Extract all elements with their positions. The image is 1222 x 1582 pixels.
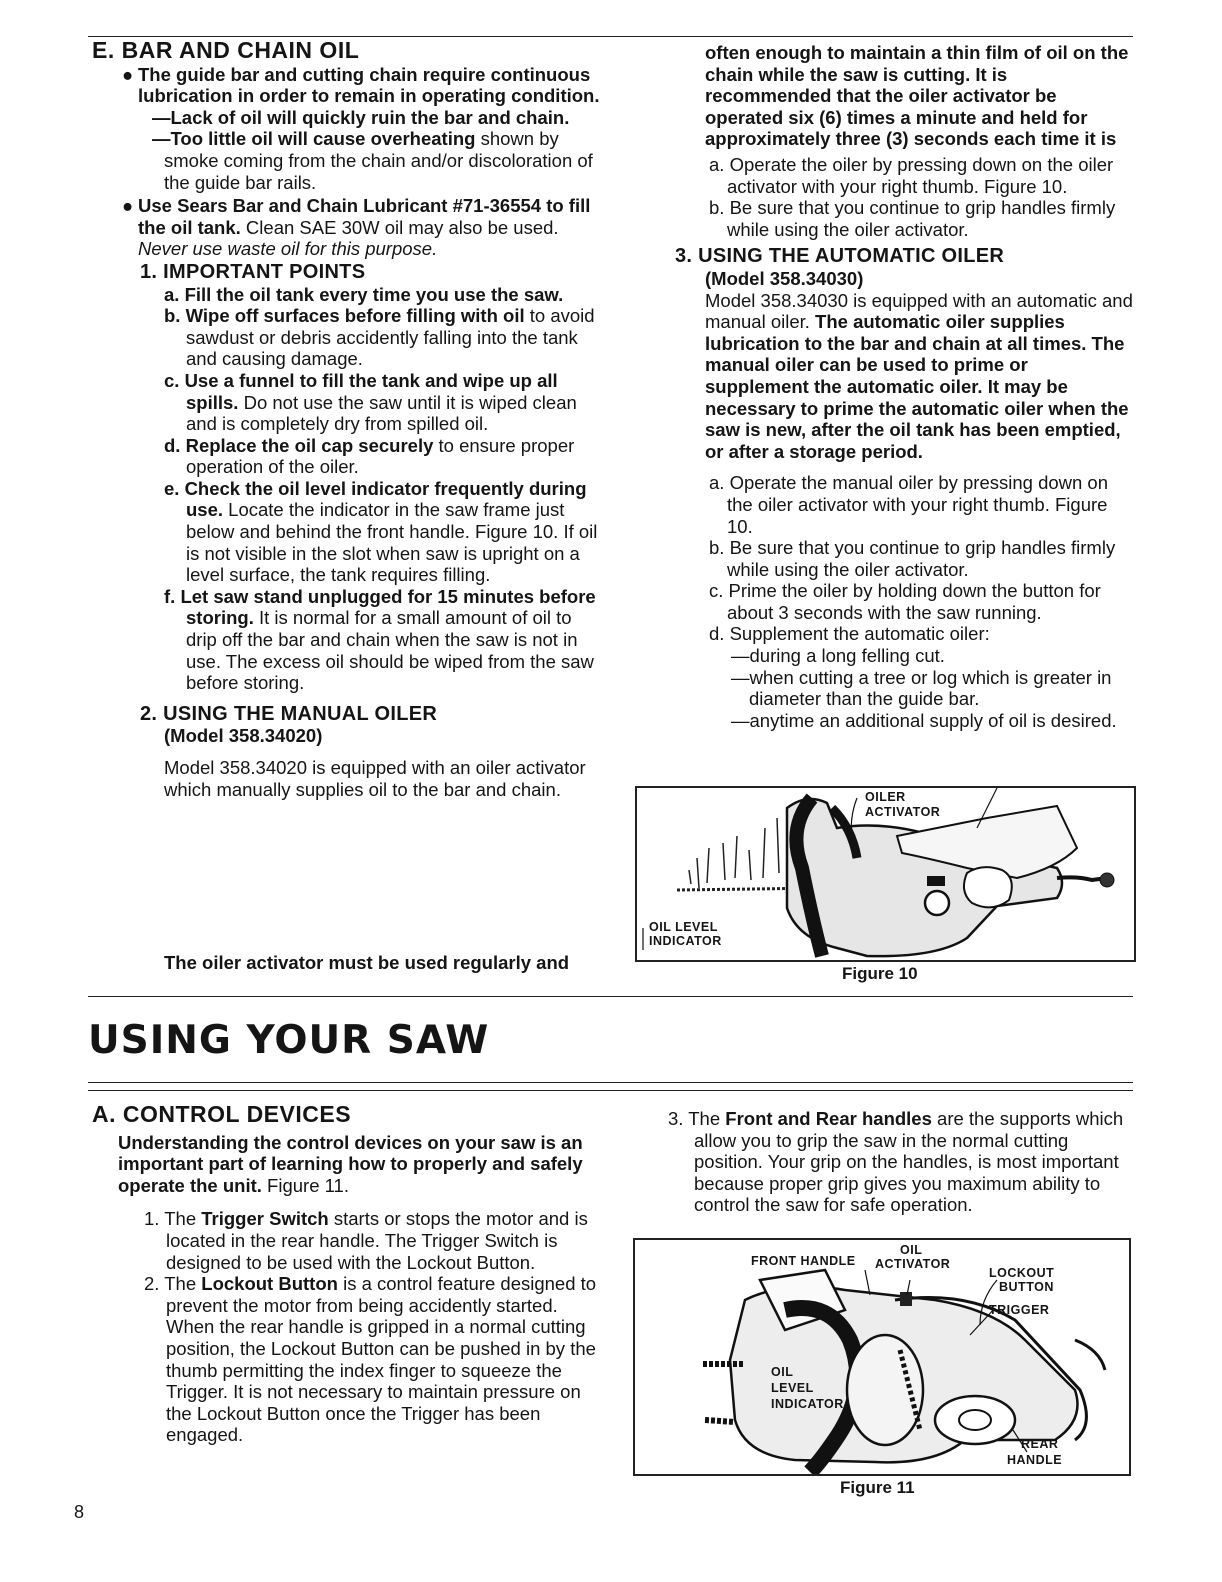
section-rule-lower-thin: [88, 1090, 1133, 1091]
automatic-oiler-heading: 3. USING THE AUTOMATIC OILER: [675, 245, 1005, 268]
point-c: c. Use a funnel to fill the tank and wipe up all spills. Do not use the saw until it is wiped clean and is completely dry from spilled oil.: [164, 369, 577, 435]
main-title: USING YOUR SAW: [88, 1018, 490, 1063]
automatic-oiler-model: (Model 358.34030): [705, 267, 864, 289]
point-e: e. Check the oil level indicator frequently during use. Locate the indicator in the saw frame just below and behind the front handle. Figure 10. If oil is not visible in the slot when saw is upright on a level surface, the tank requires filling.: [164, 477, 598, 586]
important-points-heading: 1. IMPORTANT POINTS: [140, 260, 366, 283]
section-rule-lower: [88, 1082, 1133, 1083]
bullet-icon: ●: [122, 195, 134, 217]
fig11-label-lockout: LOCKOUT: [989, 1266, 1055, 1280]
point-a: a. Fill the oil tank every time you use the saw.: [164, 283, 564, 305]
figure-10: [635, 786, 1136, 962]
fig11-label-front-handle: FRONT HANDLE: [751, 1254, 856, 1268]
manual-oiler-bold-continued: [705, 42, 1135, 150]
dash-lack-of-oil: —Lack of oil will quickly ruin the bar and chain.: [152, 106, 570, 128]
fig10-label-activator: ACTIVATOR: [865, 805, 941, 819]
fig11-label-oil: OIL: [900, 1243, 923, 1257]
auto-step-c: c. Prime the oiler by holding down the button for about 3 seconds with the saw running.: [709, 580, 1101, 623]
automatic-oiler-text: Model 358.34030 is equipped with an automatic and manual oiler. The automatic oiler supplies lubrication to the bar and chain at all times. The manual oiler can be used to prime or supplement the automatic oiler. It may be necessary to prime the automatic oiler when the saw is new, after the oil tank has been emptied, or after a storage period.: [705, 289, 1133, 462]
point-f: f. Let saw stand unplugged for 15 minutes before storing. It is normal for a small amount of oil to drip off the bar and chain when the saw is not in use. The excess oil should be wiped from the saw before storing.: [164, 585, 596, 694]
figure-11: [633, 1238, 1131, 1476]
dash-too-little-oil: —Too little oil will cause overheating shown by smoke coming from the chain and/or discoloration of the guide bar rails.: [152, 128, 593, 193]
manual-oiler-model: (Model 358.34020): [164, 725, 323, 747]
auto-step-d: d. Supplement the automatic oiler:: [709, 623, 990, 645]
left-column-lower: [92, 1101, 602, 1446]
fig11-label-trigger: TRIGGER: [989, 1303, 1050, 1317]
auto-step-a: a. Operate the manual oiler by pressing down on the oiler activator with your right thumb. Figure 10.: [709, 472, 1109, 537]
fig11-label-button: BUTTON: [999, 1280, 1054, 1294]
auto-step-d2: —when cutting a tree or log which is greater in diameter than the guide bar.: [731, 666, 1112, 710]
right-column-lower: [668, 1108, 1128, 1216]
manual-oiler-bold-sentence: The oiler activator must be used regularly and: [164, 952, 570, 973]
control-item-lockout: 2. The Lockout Button is a control feature designed to prevent the motor from being accidently started. When the rear handle is gripped in a normal cutting position, the Lockout Button can be pushed in by the thumb permitting the index finger to squeeze the Trigger. It is not necessary to maintain pressure on the Lockout Button once the Trigger has been engaged.: [144, 1273, 597, 1446]
fig11-label-oil-level-indicator: INDICATOR: [771, 1397, 844, 1411]
bullet-sears-lubricant: ● Use Sears Bar and Chain Lubricant #71-36554 to fill the oil tank. Clean SAE 30W oil may also be used. Never use waste oil for this purpose.: [122, 195, 591, 260]
figure-11-caption: Figure 11: [840, 1478, 915, 1497]
control-item-trigger: 1. The Trigger Switch starts or stops the motor and is located in the rear handle. The Trigger Switch is designed to be used with the Lockout Button.: [144, 1208, 588, 1273]
manual-oiler-text: Model 358.34020 is equipped with an oiler activator which manually supplies oil to the bar and chain.: [164, 757, 586, 800]
fig10-label-oiler: OILER: [865, 790, 906, 804]
fig11-label-handle: HANDLE: [1007, 1453, 1063, 1467]
fig11-label-rear: REAR: [1021, 1437, 1059, 1451]
fig11-label-oil-level-oil: OIL: [771, 1365, 794, 1379]
control-item-handles: 3. The Front and Rear handles are the supports which allow you to grip the saw in the normal cutting position. Your grip on the handles, is most important because proper grip gives you maximum ability to control the saw for safe operation.: [668, 1108, 1124, 1216]
manual-oiler-bold-visible: often enough to maintain a thin film of oil on the chain while the saw is cutting. It is recommended that the oiler activator be operated six (6) times a minute and held for approximately three (3) seconds each time it is: [705, 42, 1129, 150]
point-d: d. Replace the oil cap securely to ensure proper operation of the oiler.: [164, 434, 575, 478]
auto-step-d1: —during a long felling cut.: [731, 645, 945, 667]
section-e-heading: E. BAR AND CHAIN OIL: [92, 37, 360, 63]
section-rule-upper: [88, 996, 1133, 997]
manual-step-a: a. Operate the oiler by pressing down on the oiler activator with your right thumb. Figure 10.: [709, 154, 1114, 197]
control-devices-intro: Understanding the control devices on your saw is an important part of learning how to properly and safely operate the unit. Figure 11.: [118, 1131, 583, 1196]
fig10-label-indicator: INDICATOR: [649, 934, 722, 948]
auto-step-b: b. Be sure that you continue to grip handles firmly while using the oiler activator.: [709, 537, 1116, 580]
point-b: b. Wipe off surfaces before filling with oil to avoid sawdust or debris accidently falling into the tank and causing damage.: [164, 305, 595, 370]
right-column-upper: [675, 42, 1135, 731]
auto-step-d3: —anytime an additional supply of oil is desired.: [731, 709, 1117, 731]
manual-step-b: b. Be sure that you continue to grip handles firmly while using the oiler activator.: [709, 197, 1116, 240]
fig10-label-oil-level: OIL LEVEL: [649, 920, 718, 934]
bullet-lubrication: ● The guide bar and cutting chain require continuous lubrication in order to remain in operating condition.: [122, 63, 600, 107]
fig11-label-activator: ACTIVATOR: [875, 1257, 951, 1271]
left-column-upper: [92, 37, 602, 800]
control-devices-heading: A. CONTROL DEVICES: [92, 1101, 352, 1127]
page-number: 8: [74, 1502, 85, 1522]
figure-10-caption: Figure 10: [842, 964, 918, 983]
bullet-icon: ●: [122, 63, 134, 85]
manual-oiler-heading: 2. USING THE MANUAL OILER: [140, 702, 438, 725]
fig11-label-oil-level-level: LEVEL: [771, 1381, 814, 1395]
